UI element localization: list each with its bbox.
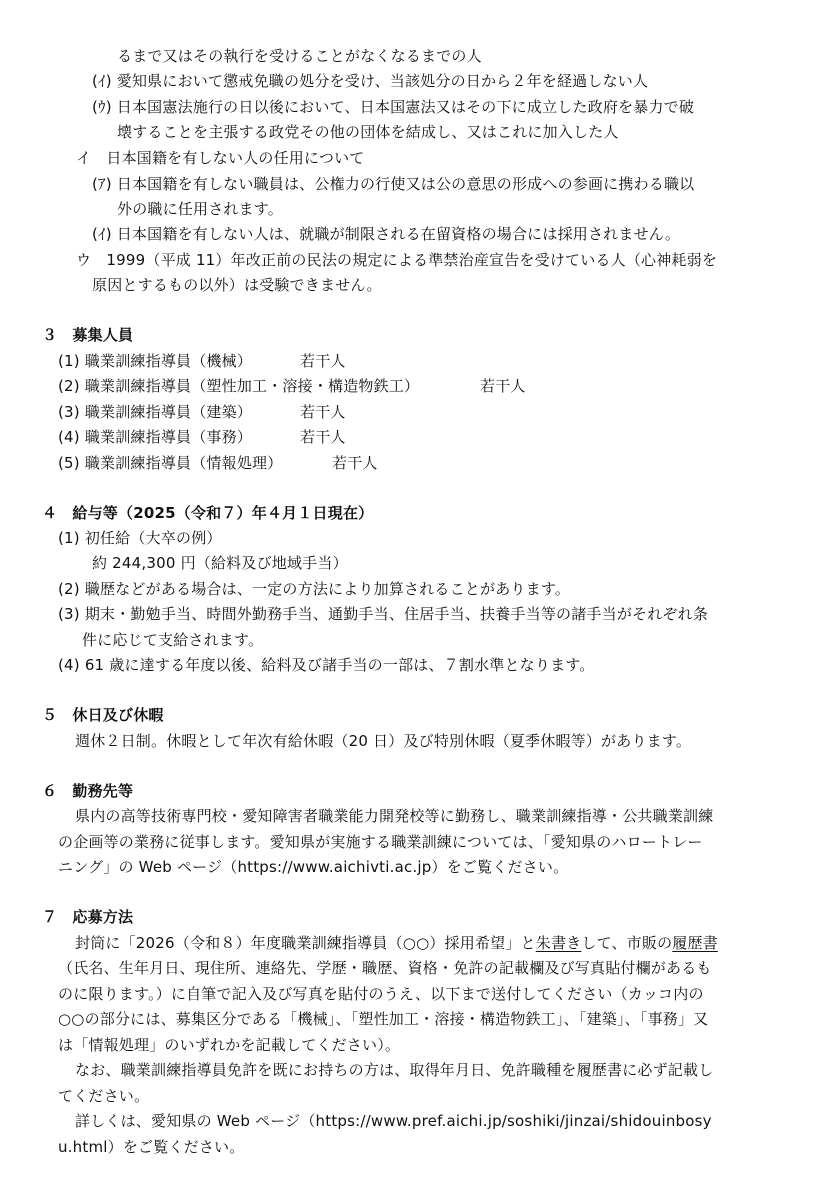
recruit-item-4-count: 若干人 xyxy=(300,428,346,446)
workplace-line2: の企画等の業務に従事します。愛知県が実施する職業訓練については、「愛知県のハロートレー xyxy=(58,833,703,851)
subsection-i-title: イ 日本国籍を有しない人の任用について xyxy=(76,149,365,167)
subsection-i-a-line2: 外の職に任用されます。 xyxy=(117,200,284,218)
subsection-i-a-line1: (ｱ) 日本国籍を有しない職員は、公権力の行使又は公の意思の形成への参画に携わる職以 xyxy=(92,175,695,193)
section-7-heading: ７ 応募方法 xyxy=(42,908,134,926)
subsection-i-b: (ｲ) 日本国籍を有しない人は、就職が制限される在留資格の場合には採用されません。 xyxy=(92,225,681,243)
workplace-line3: ニング」の Web ページ（https://www.aichivti.ac.jp）をご覧ください。 xyxy=(58,858,569,876)
recruit-item-1-label: (1) 職業訓練指導員（機械） xyxy=(58,352,253,370)
section-3-heading: ３ 募集人員 xyxy=(42,326,134,344)
salary-item-1: (1) 初任給（大卒の例） xyxy=(58,529,222,547)
section-5-heading: ５ 休日及び休暇 xyxy=(42,706,164,724)
salary-item-2: (2) 職歴などがある場合は、一定の方法により加算されることがあります。 xyxy=(58,580,571,598)
red-ink-emphasis: 朱書き xyxy=(535,934,582,952)
list-item-u-line2: 壊することを主張する政党その他の団体を結成し、又はこれに加入した人 xyxy=(117,123,619,141)
workplace-line1: 県内の高等技術専門校・愛知障害者職業能力開発校等に勤務し、職業訓練指導・公共職業訓練 xyxy=(75,807,714,825)
recruit-item-2-label: (2) 職業訓練指導員（塑性加工・溶接・構造物鉄工） xyxy=(58,377,420,395)
application-line8: 詳しくは、愛知県の Web ページ（https://www.pref.aichi.jp/soshiki/jinzai/shidouinbosy xyxy=(75,1112,712,1130)
section-6-heading: ６ 勤務先等 xyxy=(42,782,134,800)
list-item-i: (ｲ) 愛知県において懲戒免職の処分を受け、当該処分の日から２年を経過しない人 xyxy=(92,72,649,90)
salary-item-3-line1: (3) 期末・勤勉手当、時間外勤務手当、通勤手当、住居手当、扶養手当等の諸手当がそれぞれ条 xyxy=(58,605,709,623)
holidays-text: 週休２日制。休暇として年次有給休暇（20 日）及び特別休暇（夏季休暇等）があります。 xyxy=(75,732,692,750)
recruit-item-5-label: (5) 職業訓練指導員（情報処理） xyxy=(58,454,283,472)
application-line7: てください。 xyxy=(58,1087,150,1105)
recruit-item-3-label: (3) 職業訓練指導員（建築） xyxy=(58,403,253,421)
resume-emphasis: 履歴書 xyxy=(672,934,718,952)
application-line9: u.html）をご覧ください。 xyxy=(58,1138,245,1156)
section-4-heading: ４ 給与等（2025（令和７）年４月１日現在） xyxy=(42,504,374,522)
recruit-item-5-count: 若干人 xyxy=(332,454,378,472)
application-line4: ○○の部分には、募集区分である「機械」、「塑性加工・溶接・構造物鉄工」、「建築」、「事務」又 xyxy=(58,1010,709,1028)
application-line6: なお、職業訓練指導員免許を既にお持ちの方は、取得年月日、免許職種を履歴書に必ず記載し xyxy=(75,1061,714,1079)
salary-item-4: (4) 61 歳に達する年度以後、給料及び諸手当の一部は、７割水準となります。 xyxy=(58,656,595,674)
salary-item-3-line2: 件に応じて支給されます。 xyxy=(82,631,264,649)
application-line2: （氏名、生年月日、現住所、連絡先、学歴・職歴、資格・免許の記載欄及び写真貼付欄があるも xyxy=(58,959,712,977)
application-line3: のに限ります。）に自筆で記入及び写真を貼付のうえ、以下まで送付してください（カッコ内の xyxy=(58,985,704,1003)
application-line1-mid: して、市販の xyxy=(581,934,673,952)
subsection-u-line2: 原因とするもの以外）は受験できません。 xyxy=(92,276,382,294)
recruit-item-4-label: (4) 職業訓練指導員（事務） xyxy=(58,428,253,446)
application-line1-pre: 封筒に「2026（令和８）年度職業訓練指導員（○○）採用希望」と xyxy=(75,934,536,952)
application-line1 xyxy=(75,933,718,953)
application-line5: は「情報処理」のいずれかを記載してください）。 xyxy=(58,1036,401,1054)
subsection-u-line1: ウ 1999（平成 11）年改正前の民法の規定による準禁治産宣告を受けている人（心神耗弱を xyxy=(76,251,718,269)
recruit-item-1-count: 若干人 xyxy=(300,352,346,370)
recruit-item-2-count: 若干人 xyxy=(480,377,526,395)
list-item-u-line1: (ｳ) 日本国憲法施行の日以後において、日本国憲法又はその下に成立した政府を暴力で破 xyxy=(92,98,695,116)
salary-item-1-amount: 約 244,300 円（給料及び地域手当） xyxy=(92,554,348,572)
list-item-a-continuation: るまで又はその執行を受けることがなくなるまでの人 xyxy=(117,47,482,65)
recruit-item-3-count: 若干人 xyxy=(300,403,346,421)
